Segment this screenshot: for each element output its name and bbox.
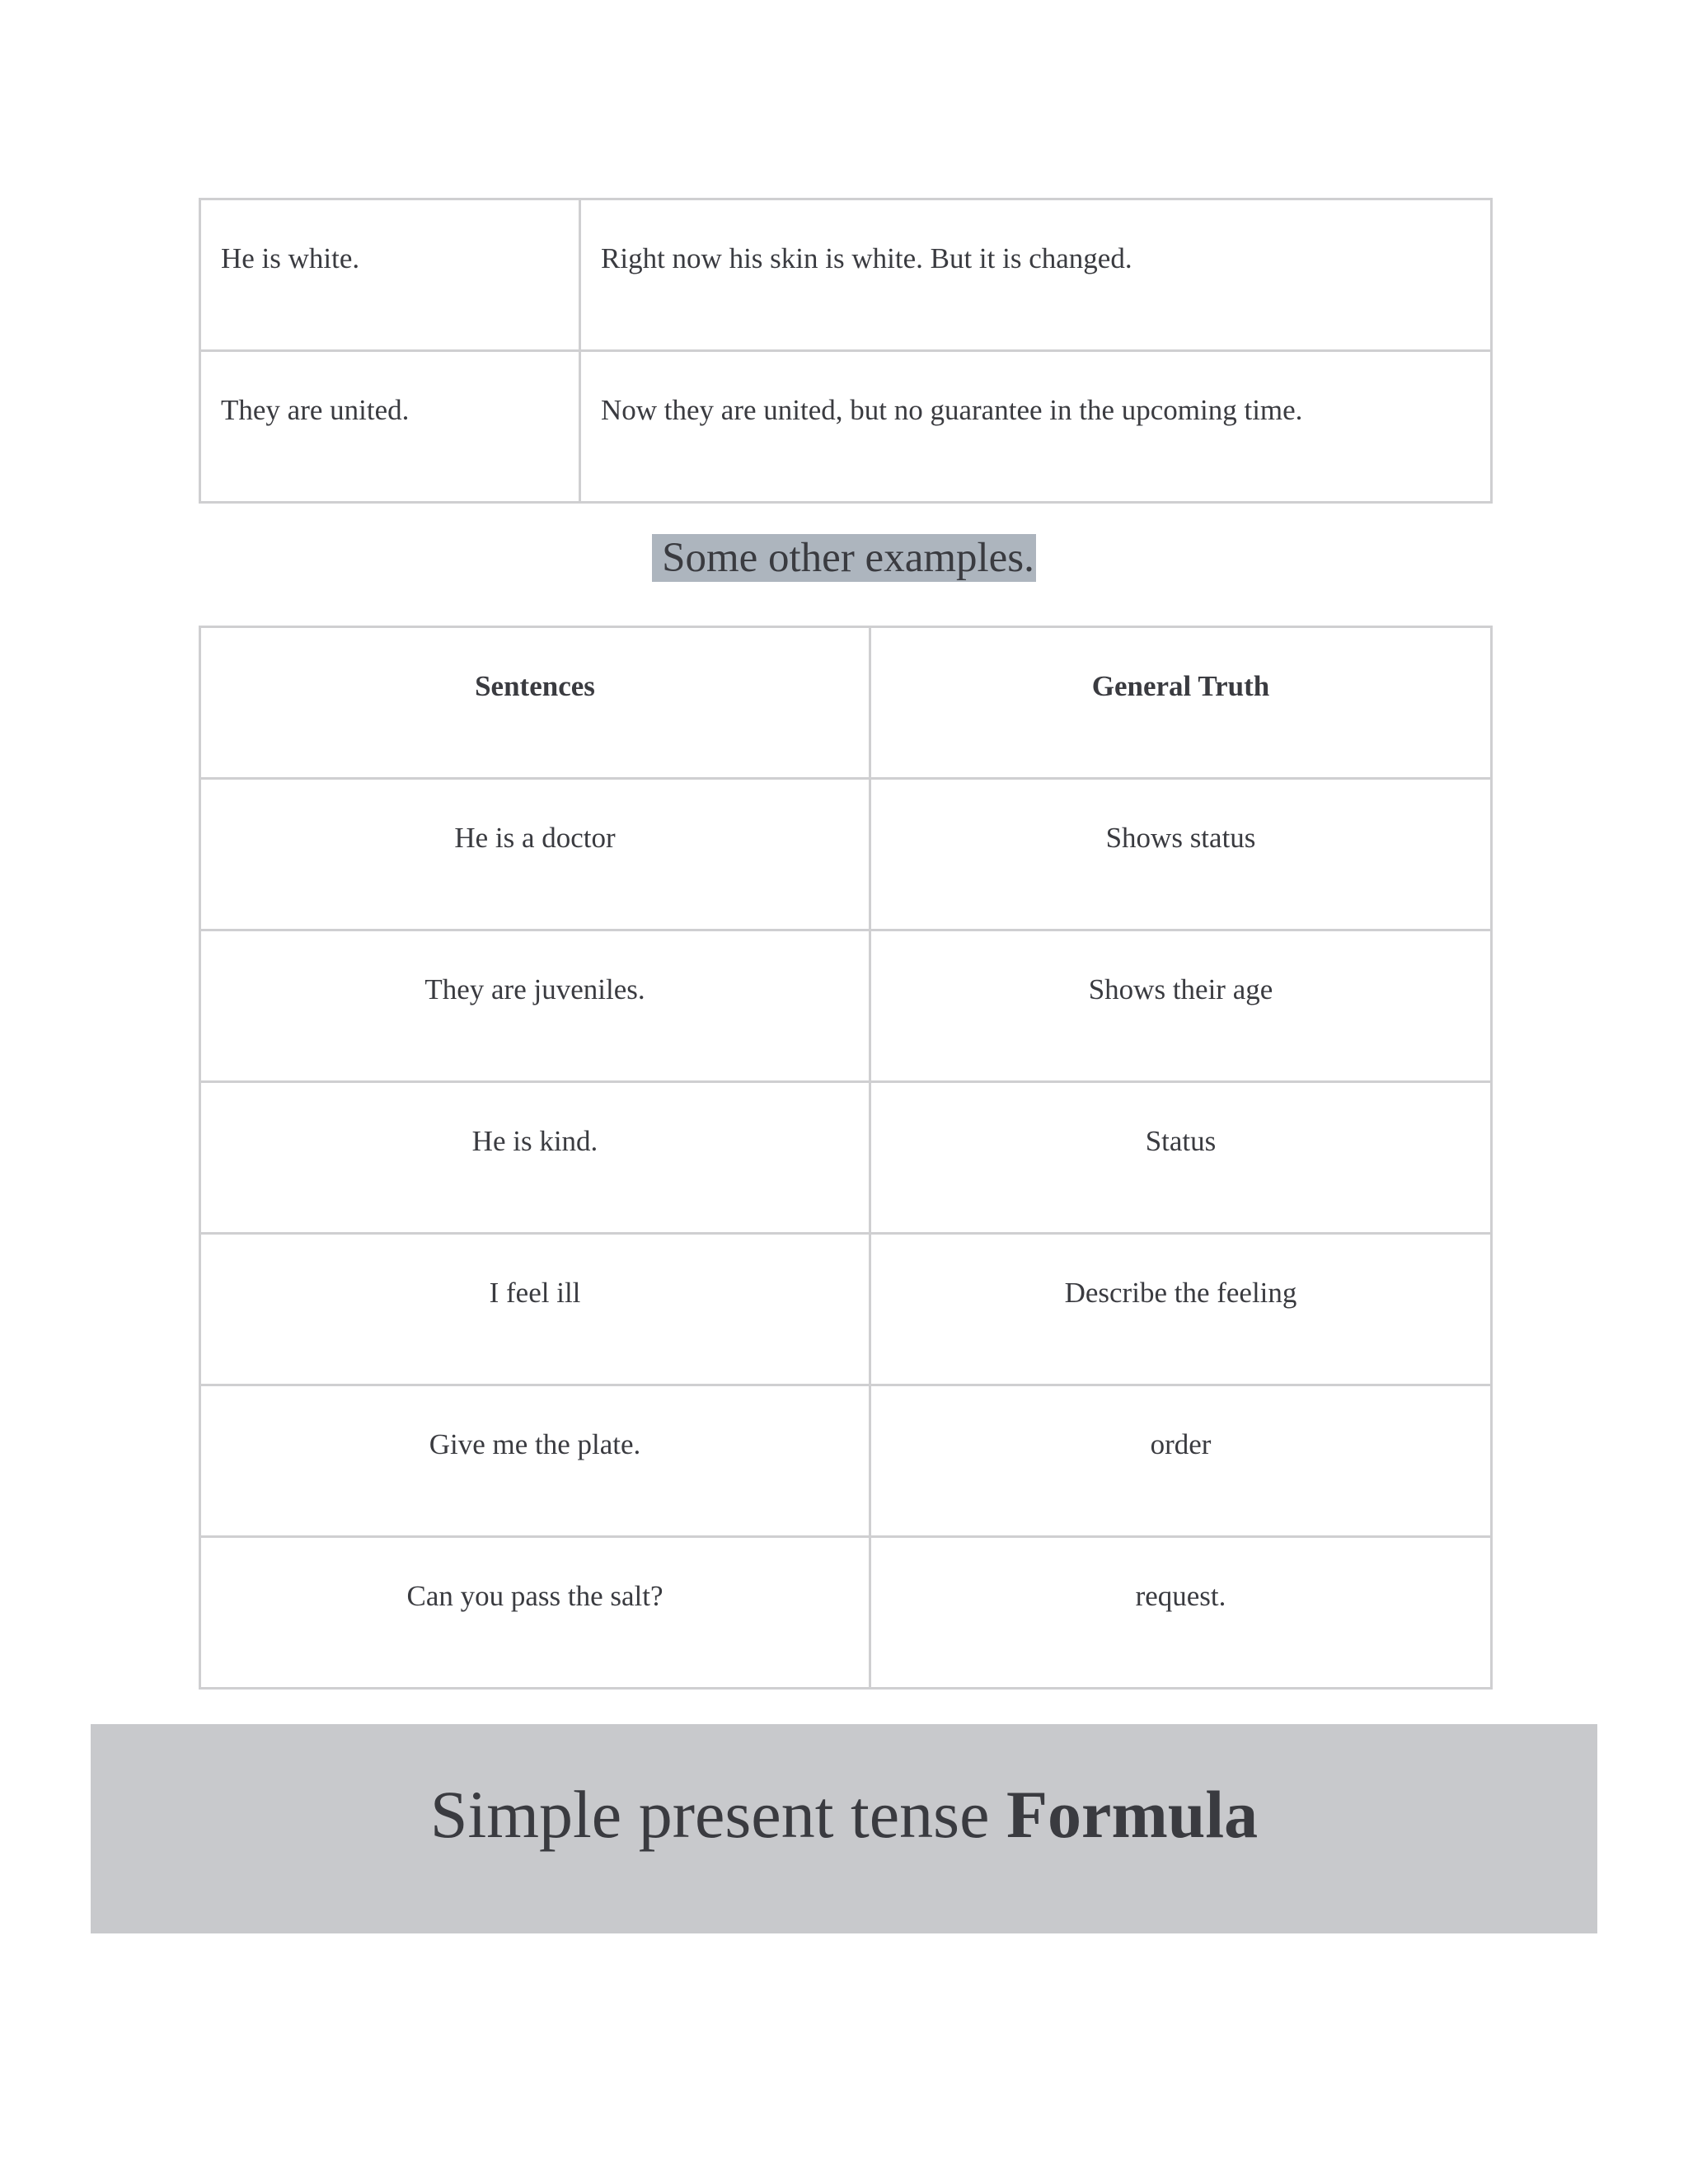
sentence-cell: He is a doctor	[200, 779, 870, 930]
table-row	[200, 1234, 1492, 1385]
table-row	[200, 351, 1492, 503]
truth-cell: Shows status	[870, 779, 1492, 930]
table-row	[200, 1537, 1492, 1689]
table-row	[200, 779, 1492, 930]
table-row	[200, 1082, 1492, 1234]
top-examples-table	[199, 198, 1493, 504]
table-row	[200, 1385, 1492, 1537]
sentence-cell: They are united.	[200, 351, 580, 503]
table-row	[200, 930, 1492, 1082]
explanation-cell: Now they are united, but no guarantee in the upcoming time.	[580, 351, 1492, 503]
sentence-cell: Can you pass the salt?	[200, 1537, 870, 1689]
explanation-cell: Right now his skin is white. But it is changed.	[580, 199, 1492, 351]
truth-cell: Status	[870, 1082, 1492, 1234]
truth-cell: Describe the feeling	[870, 1234, 1492, 1385]
sentence-cell: I feel ill	[200, 1234, 870, 1385]
sentence-cell: They are juveniles.	[200, 930, 870, 1082]
table-row	[200, 199, 1492, 351]
caption-container	[0, 534, 1688, 582]
header-sentences: Sentences	[200, 627, 870, 779]
truth-cell: Shows their age	[870, 930, 1492, 1082]
sentence-cell: He is white.	[200, 199, 580, 351]
truth-cell: order	[870, 1385, 1492, 1537]
header-general-truth: General Truth	[870, 627, 1492, 779]
table-header-row	[200, 627, 1492, 779]
formula-heading-regular: Simple present tense	[429, 1777, 1006, 1852]
formula-banner	[91, 1724, 1597, 1933]
sentence-cell: Give me the plate.	[200, 1385, 870, 1537]
truth-cell: request.	[870, 1537, 1492, 1689]
section-caption: Some other examples.	[652, 534, 1036, 582]
formula-heading-bold: Formula	[1006, 1777, 1259, 1852]
formula-heading	[91, 1775, 1597, 1854]
sentence-cell: He is kind.	[200, 1082, 870, 1234]
general-truth-table	[199, 626, 1493, 1690]
